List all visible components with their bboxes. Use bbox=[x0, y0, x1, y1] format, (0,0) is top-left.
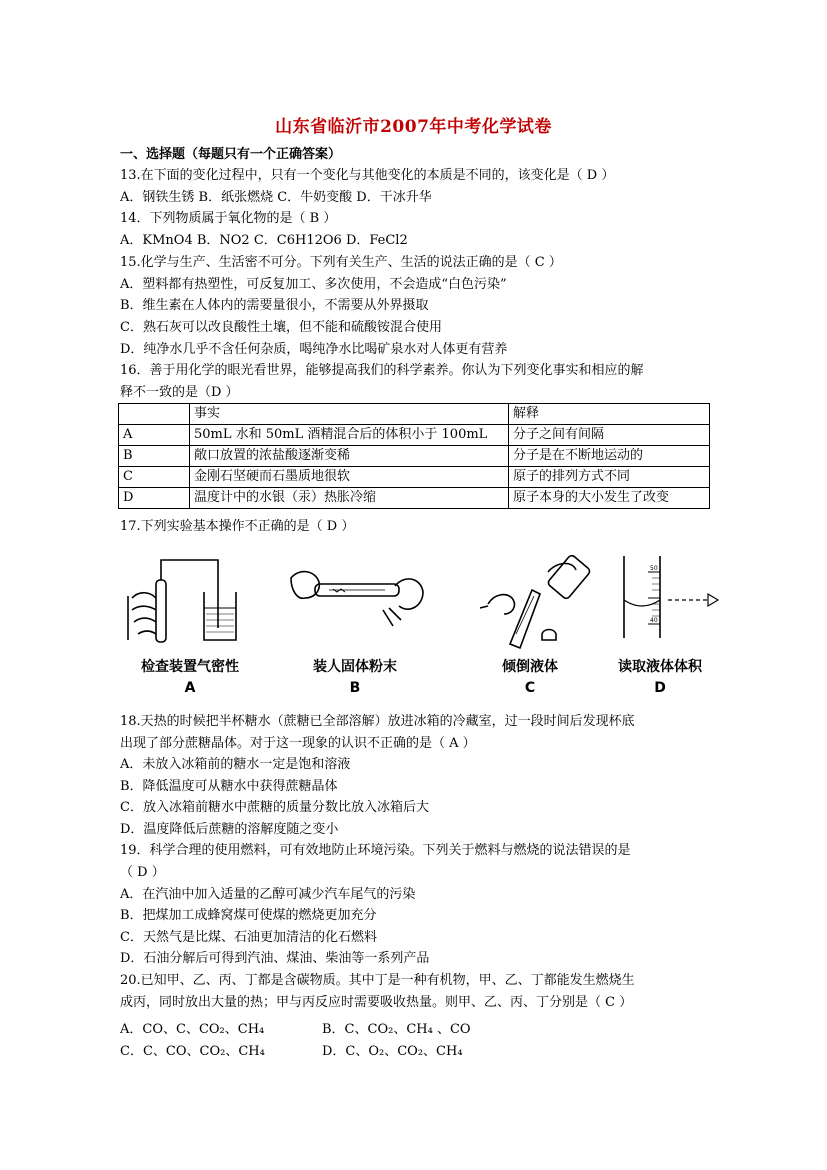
figure-b bbox=[285, 548, 425, 708]
q20-option-b: B．C、CO₂、CH₄ 、CO bbox=[322, 1022, 471, 1037]
table-cell: 敞口放置的浓盐酸逐渐变稀 bbox=[190, 446, 509, 467]
table-header-cell: 事实 bbox=[190, 404, 509, 425]
q18-option-c: C．放入冰箱前糖水中蔗糖的质量分数比放入冰箱后大 bbox=[120, 800, 429, 815]
figure-a-letter: A bbox=[184, 680, 196, 696]
table-cell: D bbox=[119, 488, 190, 509]
q18-option-b: B．降低温度可从糖水中获得蔗糖晶体 bbox=[120, 779, 338, 794]
q20-option-c: C．C、CO、CO₂、CH₄ bbox=[120, 1044, 265, 1059]
figure-b-caption: 装人固体粉末 bbox=[313, 659, 397, 675]
q20-option-a: A．CO、C、CO₂、CH₄ bbox=[120, 1022, 265, 1037]
figure-a-caption: 检查装置气密性 bbox=[141, 659, 239, 675]
table-row bbox=[119, 425, 710, 446]
table-cell: 分子是在不断地运动的 bbox=[509, 446, 710, 467]
q13-stem: 13.在下面的变化过程中，只有一个变化与其他变化的本质是不同的，该变化是（ D ） bbox=[120, 168, 615, 183]
q17-stem: 17.下列实验基本操作不正确的是（ D ） bbox=[120, 519, 355, 534]
table-row bbox=[119, 488, 710, 509]
table-cell: 50mL 水和 50mL 酒精混合后的体积小于 100mL bbox=[190, 425, 509, 446]
q19-option-b: B．把煤加工成蜂窝煤可使煤的燃烧更加充分 bbox=[120, 908, 377, 923]
figure-d-letter: D bbox=[654, 680, 666, 696]
table-header-cell: 解释 bbox=[509, 404, 710, 425]
q13-options: A．钢铁生锈 B．纸张燃烧 C．牛奶变酸 D．干冰升华 bbox=[120, 190, 432, 205]
table-cell: 金刚石坚硬而石墨质地很软 bbox=[190, 467, 509, 488]
q18-option-a: A．未放入冰箱前的糖水一定是饱和溶液 bbox=[120, 757, 351, 772]
table-cell: 分子之间有间隔 bbox=[509, 425, 710, 446]
figure-b-letter: B bbox=[349, 680, 361, 696]
q19-option-d: D．石油分解后可得到汽油、煤油、柴油等一系列产品 bbox=[120, 951, 430, 966]
q19-option-a: A．在汽油中加入适量的乙醇可减少汽车尾气的污染 bbox=[120, 887, 416, 902]
q17-figures bbox=[120, 548, 720, 708]
q16-stem-line1: 16．善于用化学的眼光看世界，能够提高我们的科学素养。你认为下列变化事实和相应的解 bbox=[120, 363, 644, 378]
q15-option-a: A．塑料都有热塑性，可反复加工、多次使用，不会造成“白色污染” bbox=[120, 277, 507, 292]
table-cell: 温度计中的水银（汞）热胀冷缩 bbox=[190, 488, 509, 509]
table-row bbox=[119, 467, 710, 488]
table-row bbox=[119, 446, 710, 467]
q18-option-d: D．温度降低后蔗糖的溶解度随之变小 bbox=[120, 822, 339, 837]
table-cell: B bbox=[119, 446, 190, 467]
solid-powder-illustration bbox=[285, 548, 425, 653]
q18-stem-line2: 出现了部分蔗糖晶体。对于这一现象的认识不正确的是（ A ） bbox=[120, 736, 476, 751]
q15-option-d: D．纯净水几乎不含任何杂质，喝纯净水比喝矿泉水对人体更有营养 bbox=[120, 342, 508, 357]
read-volume-illustration bbox=[590, 548, 730, 653]
pour-liquid-illustration bbox=[460, 548, 600, 653]
figure-d-caption: 读取液体体积 bbox=[618, 659, 702, 675]
scale-label-50: 50 bbox=[650, 565, 658, 572]
figure-c-letter: C bbox=[524, 680, 536, 696]
table-header-cell bbox=[119, 404, 190, 425]
page-title: 山东省临沂市2007年中考化学试卷 bbox=[275, 117, 552, 137]
figure-a bbox=[120, 548, 260, 708]
q15-stem: 15.化学与生产、生活密不可分。下列有关生产、生活的说法正确的是（ C ） bbox=[120, 255, 562, 270]
table-header-row bbox=[119, 404, 710, 425]
q16-stem-line2: 释不一致的是（D ） bbox=[120, 385, 239, 400]
q19-answer: （ D ） bbox=[120, 865, 165, 880]
q14-stem: 14．下列物质属于氧化物的是（ B ） bbox=[120, 211, 337, 226]
section-heading: 一、选择题（每题只有一个正确答案） bbox=[120, 147, 342, 162]
q20-stem-line2: 成丙，同时放出大量的热；甲与丙反应时需要吸收热量。则甲、乙、丙、丁分别是（ C ） bbox=[120, 995, 633, 1010]
figure-d bbox=[590, 548, 730, 708]
q20-stem-line1: 20.已知甲、乙、丙、丁都是含碳物质。其中丁是一种有机物，甲、乙、丁都能发生燃烧生 bbox=[120, 973, 635, 988]
q15-option-c: C．熟石灰可以改良酸性土壤，但不能和硫酸铵混合使用 bbox=[120, 320, 442, 335]
figure-c bbox=[460, 548, 600, 708]
q20-option-d: D．C、O₂、CO₂、CH₄ bbox=[322, 1044, 463, 1059]
q18-stem-line1: 18.天热的时候把半杯糖水（蔗糖已全部溶解）放进冰箱的冷藏室，过一段时间后发现杯底 bbox=[120, 714, 635, 729]
table-cell: C bbox=[119, 467, 190, 488]
q19-option-c: C．天然气是比煤、石油更加清洁的化石燃料 bbox=[120, 930, 377, 945]
figure-c-caption: 倾倒液体 bbox=[502, 659, 558, 675]
q19-stem-line1: 19．科学合理的使用燃料，可有效地防止环境污染。下列关于燃料与燃烧的说法错误的是 bbox=[120, 843, 631, 858]
airtightness-check-illustration bbox=[120, 548, 260, 653]
q16-table bbox=[118, 403, 710, 509]
table-cell: 原子本身的大小发生了改变 bbox=[509, 488, 710, 509]
scale-label-40: 40 bbox=[650, 617, 658, 624]
table-cell: A bbox=[119, 425, 190, 446]
q14-options: A．KMnO4 B．NO2 C．C6H12O6 D．FeCl2 bbox=[120, 233, 408, 248]
table-cell: 原子的排列方式不同 bbox=[509, 467, 710, 488]
q15-option-b: B．维生素在人体内的需要量很小，不需要从外界摄取 bbox=[120, 298, 429, 313]
